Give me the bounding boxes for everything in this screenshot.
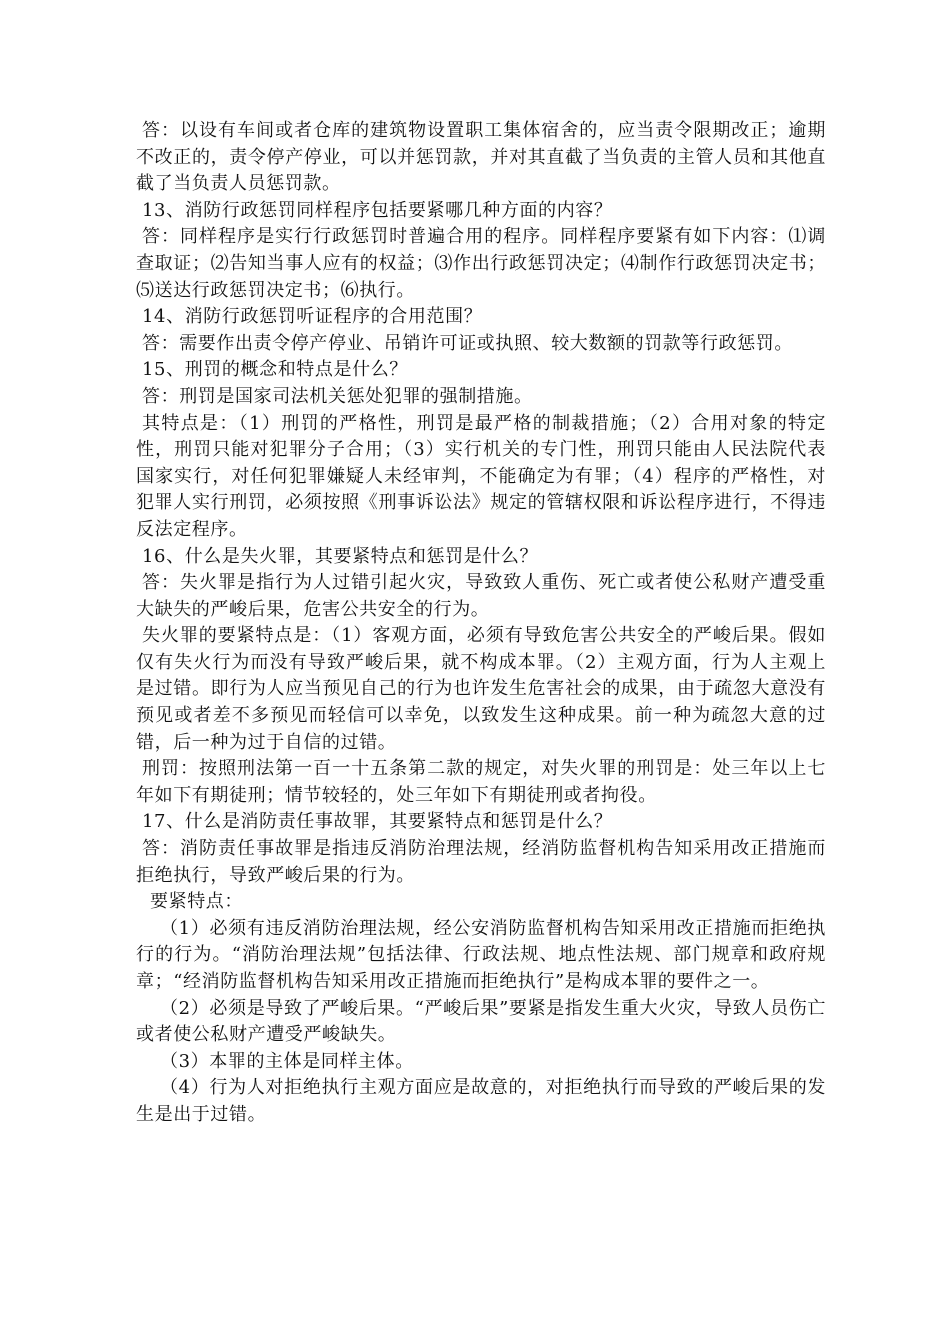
body-paragraph: 要紧特点： — [150, 891, 243, 913]
answer-paragraph: 答：需要作出责令停产停业、吊销许可证或执照、较大数额的罚款等行政惩罚。 — [142, 332, 793, 354]
list-item: （4）行为人对拒绝执行主观方面应是故意的，对拒绝执行而导致的严峻后果的发生是出于过错。 — [136, 1077, 826, 1125]
answer-paragraph: 答：消防责任事故罪是指违反消防治理法规，经消防监督机构告知采用改正措施而拒绝执行，导致严峻后果的行为。 — [136, 838, 826, 886]
question-16-heading: 16、什么是失火罪，其要紧特点和惩罚是什么？ — [142, 545, 539, 567]
answer-paragraph: 答：同样程序是实行行政惩罚时普遍合用的程序。同样程序要紧有如下内容：⑴调查取证；⑵告知当事人应有的权益；⑶作出行政惩罚决定；⑷制作行政惩罚决定书；⑸送达行政惩罚决定书；⑹执行。 — [136, 226, 826, 301]
list-item: （2）必须是导致了严峻后果。“严峻后果”要紧是指发生重大火灾，导致人员伤亡或者使公私财产遭受严峻缺失。 — [136, 997, 826, 1046]
question-17-heading: 17、什么是消防责任事故罪，其要紧特点和惩罚是什么？ — [142, 811, 613, 833]
question-13-heading: 13、消防行政惩罚同样程序包括要紧哪几种方面的内容？ — [142, 199, 613, 221]
body-paragraph: 其特点是：（1）刑罚的严格性，刑罚是最严格的制裁措施；（2）合用对象的特定性，刑罚只能对犯罪分子合用；（3）实行机关的专门性，刑罚只能由人民法院代表国家实行，对任何犯罪嫌疑人未经审判，不能确定为有罪；（4）程序的严格性，对犯罪人实行刑罚，必须按照《刑事诉讼法》规定的管辖权限和诉讼程序进行，不得违反法定程序。 — [136, 412, 826, 540]
answer-paragraph: 答：刑罚是国家司法机关惩处犯罪的强制措施。 — [142, 385, 533, 407]
body-paragraph: 失火罪的要紧特点是：（1）客观方面，必须有导致危害公共安全的严峻后果。假如仅有失火行为而没有导致严峻后果，就不构成本罪。（2）主观方面，行为人主观上是过错。即行为人应当预见自己的行为也许发生危害社会的成果，由于疏忽大意没有预见或者差不多预见而轻信可以幸免，以致发生这种成果。前一种为疏忽大意的过错，后一种为过于自信的过错。 — [136, 625, 826, 753]
question-14-heading: 14、消防行政惩罚听证程序的合用范围？ — [142, 306, 483, 328]
list-item: （1）必须有违反消防治理法规，经公安消防监督机构告知采用改正措施而拒绝执行的行为。“消防治理法规”包括法律、行政法规、地点性法规、部门规章和政府规章；“经消防监督机构告知采用改正措施而拒绝执行”是构成本罪的要件之一。 — [136, 917, 826, 992]
body-paragraph: 刑罚：按照刑法第一百一十五条第二款的规定，对失火罪的刑罚是：处三年以上七年如下有期徒刑；情节较轻的，处三年如下有期徒刑或者拘役。 — [136, 758, 826, 806]
list-item: （3）本罪的主体是同样主体。 — [160, 1050, 414, 1072]
answer-paragraph: 答：失火罪是指行为人过错引起火灾，导致致人重伤、死亡或者使公私财产遭受重大缺失的严峻后果，危害公共安全的行为。 — [136, 572, 826, 620]
answer-paragraph: 答：以设有车间或者仓库的建筑物设置职工集体宿舍的，应当责令限期改正；逾期不改正的，责令停产停业，可以并惩罚款，并对其直截了当负责的主管人员和其他直截了当负责人员惩罚款。 — [136, 120, 826, 195]
document-page — [136, 118, 826, 1129]
question-15-heading: 15、刑罚的概念和特点是什么？ — [142, 359, 408, 381]
